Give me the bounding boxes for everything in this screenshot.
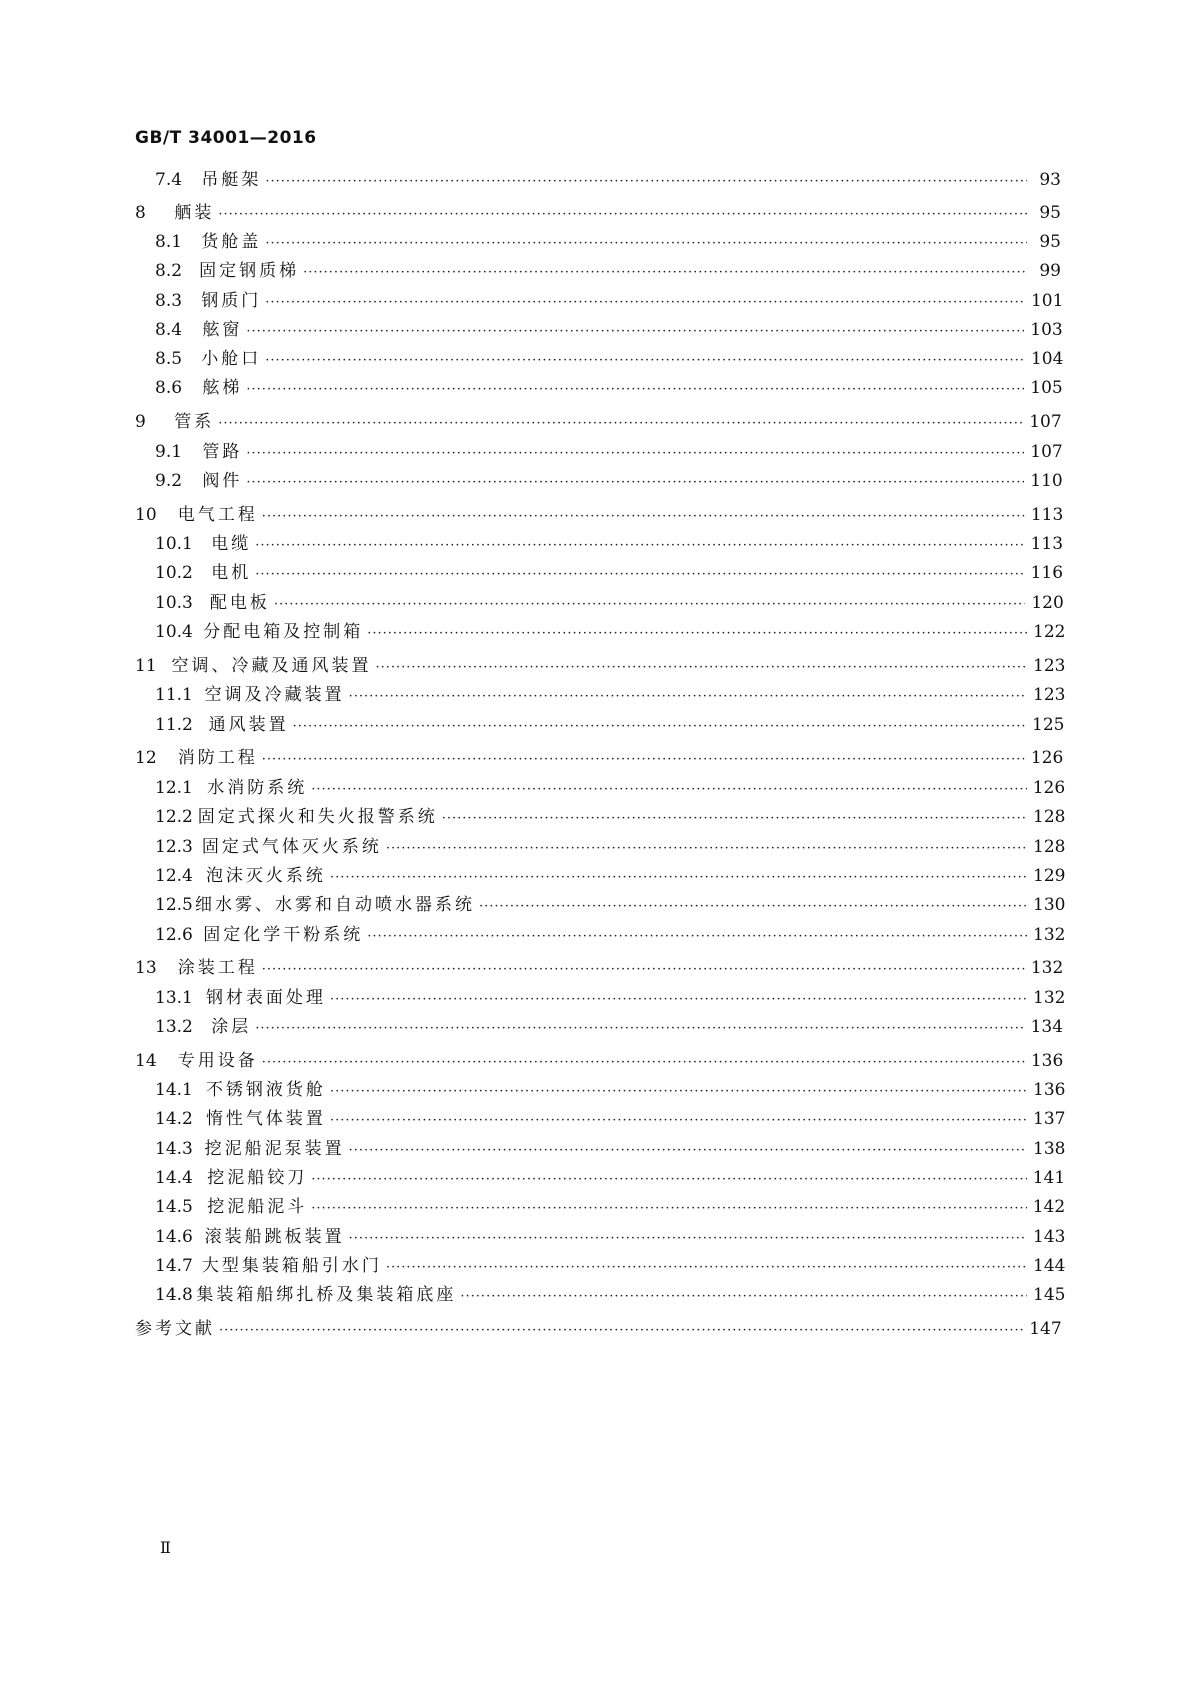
toc-title: 涂层 [211, 1017, 252, 1037]
dot-leader [311, 778, 1026, 802]
toc-title: 细水雾、水雾和自动喷水器系统 [195, 895, 476, 915]
page-number: Ⅱ [160, 1538, 171, 1557]
toc-page-number: 123 [1033, 656, 1066, 676]
toc-page-number: 99 [1039, 261, 1061, 281]
toc-number: 7.4 [155, 170, 183, 190]
toc-page-number: 128 [1033, 807, 1066, 827]
toc-title: 挖泥船泥斗 [207, 1197, 308, 1217]
dot-leader [265, 349, 1025, 373]
toc-chapter-row[interactable] [135, 956, 1064, 980]
toc-title: 小舱口 [201, 349, 262, 369]
toc-section-row[interactable] [155, 864, 1066, 888]
toc-section-row[interactable] [155, 1254, 1066, 1278]
dot-leader [274, 593, 1025, 617]
toc-number: 14.2 [155, 1109, 193, 1129]
toc-title: 空调及冷藏装置 [204, 685, 345, 705]
toc-number: 14.1 [155, 1080, 193, 1100]
toc-page-number: 129 [1033, 866, 1066, 886]
toc-section-row[interactable] [155, 1166, 1066, 1190]
toc-section-row[interactable] [155, 1225, 1066, 1249]
dot-leader [376, 656, 1028, 680]
dot-leader [349, 1139, 1027, 1163]
toc-chapter-row[interactable] [135, 201, 1061, 225]
toc-page-number: 147 [1029, 1319, 1062, 1339]
toc-number: 9.1 [155, 442, 183, 462]
toc-page-number: 132 [1033, 988, 1066, 1008]
toc-chapter-row[interactable] [135, 410, 1061, 434]
toc-title: 固定式探火和失火报警系统 [197, 807, 438, 827]
toc-page-number: 137 [1033, 1109, 1066, 1129]
toc-number: 10.2 [155, 563, 193, 583]
toc-number: 11.1 [155, 685, 193, 705]
toc-section-row[interactable] [155, 376, 1061, 400]
toc-section-row[interactable] [155, 440, 1061, 464]
toc-title: 舾装 [174, 203, 215, 223]
dot-leader [218, 203, 1027, 227]
dot-leader [219, 1319, 1023, 1343]
toc-chapter-row[interactable] [135, 1317, 1061, 1341]
toc-number: 14.6 [155, 1227, 193, 1247]
toc-section-row[interactable] [155, 561, 1064, 585]
toc-number: 11 [135, 656, 157, 676]
dot-leader [262, 748, 1025, 772]
dot-leader [265, 170, 1027, 194]
dot-leader [262, 505, 1025, 529]
dot-leader [246, 378, 1024, 402]
dot-leader [386, 837, 1027, 861]
toc-number: 10.1 [155, 534, 193, 554]
toc-number: 14.5 [155, 1197, 193, 1217]
toc-section-row[interactable] [155, 776, 1066, 800]
dot-leader [442, 807, 1027, 831]
toc-page-number: 110 [1030, 471, 1063, 491]
toc-title: 泡沫灭火系统 [205, 866, 326, 886]
toc-page-number: 144 [1033, 1256, 1066, 1276]
dot-leader [218, 412, 1023, 436]
dot-leader [246, 471, 1024, 495]
dot-leader [311, 1197, 1026, 1221]
toc-section-row[interactable] [155, 259, 1061, 283]
toc-title: 惰性气体装置 [205, 1109, 326, 1129]
toc-page-number: 95 [1039, 232, 1061, 252]
toc-page-number: 116 [1030, 563, 1064, 583]
toc-page-number: 143 [1033, 1227, 1066, 1247]
toc-section-row[interactable] [155, 591, 1064, 615]
toc-page-number: 136 [1030, 1051, 1064, 1071]
toc-number: 12.2 [155, 807, 193, 827]
toc-page-number: 101 [1030, 291, 1064, 311]
dot-leader [386, 1256, 1027, 1280]
dot-leader [303, 261, 1027, 285]
toc-number: 12.5 [155, 895, 193, 915]
toc-number: 8.2 [155, 261, 183, 281]
toc-number: 8.6 [155, 378, 183, 398]
toc-number: 8 [135, 203, 146, 223]
toc-title: 配电板 [209, 593, 270, 613]
toc-page-number: 123 [1033, 685, 1066, 705]
toc-title: 钢材表面处理 [205, 988, 326, 1008]
dot-leader [349, 685, 1027, 709]
toc-chapter-row[interactable] [135, 654, 1066, 678]
toc-number: 14.7 [155, 1256, 193, 1276]
toc-number: 12.3 [155, 837, 193, 857]
toc-chapter-row[interactable] [135, 746, 1064, 770]
toc-title: 电机 [211, 563, 252, 583]
toc-title: 专用设备 [177, 1051, 258, 1071]
document-header: GB/T 34001—2016 [135, 128, 317, 148]
toc-section-row[interactable] [155, 923, 1066, 947]
toc-section-row[interactable] [155, 683, 1066, 707]
toc-section-row[interactable] [155, 532, 1064, 556]
toc-title: 水消防系统 [207, 778, 308, 798]
toc-title: 不锈钢液货舱 [205, 1080, 326, 1100]
dot-leader [330, 1109, 1027, 1133]
dot-leader [460, 1285, 1027, 1309]
toc-section-row[interactable] [155, 469, 1061, 493]
toc-title: 挖泥船泥泵装置 [204, 1139, 345, 1159]
toc-title: 固定化学干粉系统 [203, 925, 364, 945]
dot-leader [367, 925, 1027, 949]
toc-number: 10 [135, 505, 157, 525]
toc-title: 通风装置 [208, 715, 289, 735]
toc-title: 阀件 [202, 471, 243, 491]
toc-title: 大型集装箱船引水门 [201, 1256, 382, 1276]
toc-chapter-row[interactable] [135, 503, 1064, 527]
dot-leader [311, 1168, 1026, 1192]
dot-leader [255, 1017, 1024, 1041]
toc-page-number: 95 [1039, 203, 1061, 223]
dot-leader [262, 1051, 1025, 1075]
toc-page-number: 113 [1030, 505, 1064, 525]
dot-leader [349, 1227, 1027, 1251]
toc-title: 分配电箱及控制箱 [203, 622, 364, 642]
toc-number: 14.4 [155, 1168, 193, 1188]
dot-leader [293, 715, 1026, 739]
toc-page-number: 126 [1030, 748, 1064, 768]
toc-number: 8.1 [155, 232, 183, 252]
toc-number: 14.3 [155, 1139, 193, 1159]
toc-section-row[interactable] [155, 805, 1066, 829]
toc-section-row[interactable] [155, 347, 1064, 371]
toc-section-row[interactable] [155, 1015, 1064, 1039]
toc-page-number: 93 [1039, 170, 1061, 190]
toc-page-number: 134 [1030, 1017, 1064, 1037]
dot-leader [330, 1080, 1027, 1104]
dot-leader [330, 988, 1027, 1012]
toc-number: 13.2 [155, 1017, 193, 1037]
toc-number: 9 [135, 412, 146, 432]
toc-title: 空调、冷藏及通风装置 [171, 656, 372, 676]
toc-section-row[interactable] [155, 168, 1061, 192]
toc-page-number: 130 [1033, 895, 1066, 915]
toc-page-number: 132 [1033, 925, 1066, 945]
toc-page-number: 104 [1030, 349, 1064, 369]
toc-section-row[interactable] [155, 986, 1066, 1010]
dot-leader [479, 895, 1027, 919]
toc-number: 12 [135, 748, 157, 768]
toc-section-row[interactable] [155, 318, 1061, 342]
toc-page-number: 113 [1030, 534, 1064, 554]
dot-leader [255, 563, 1024, 587]
toc-section-row[interactable] [155, 289, 1064, 313]
toc-page-number: 132 [1030, 958, 1064, 978]
toc-number: 13.1 [155, 988, 193, 1008]
toc-title: 管系 [174, 412, 215, 432]
toc-title: 参考文献 [135, 1319, 215, 1339]
toc-title: 集装箱船绑扎桥及集装箱底座 [196, 1285, 457, 1305]
toc-number: 14.8 [155, 1285, 193, 1305]
toc-title: 滚装船跳板装置 [204, 1227, 345, 1247]
toc-number: 8.5 [155, 349, 183, 369]
toc-title: 挖泥船铰刀 [207, 1168, 308, 1188]
toc-title: 钢质门 [201, 291, 262, 311]
toc-number: 12.6 [155, 925, 193, 945]
toc-title: 固定钢质梯 [199, 261, 300, 281]
toc-page-number: 141 [1032, 1168, 1066, 1188]
toc-number: 8.4 [155, 320, 183, 340]
toc-number: 9.2 [155, 471, 183, 491]
toc-page-number: 145 [1033, 1285, 1066, 1305]
dot-leader [367, 622, 1027, 646]
toc-number: 14 [135, 1051, 157, 1071]
toc-section-row[interactable] [155, 230, 1061, 254]
toc-title: 电缆 [211, 534, 252, 554]
dot-leader [246, 320, 1024, 344]
dot-leader [255, 534, 1024, 558]
dot-leader [265, 291, 1025, 315]
toc-title: 固定式气体灭火系统 [201, 837, 382, 857]
toc-section-row[interactable] [155, 1137, 1066, 1161]
toc-chapter-row[interactable] [135, 1049, 1064, 1073]
toc-page-number: 136 [1033, 1080, 1066, 1100]
toc-section-row[interactable] [155, 620, 1066, 644]
toc-title: 消防工程 [177, 748, 258, 768]
toc-page-number: 138 [1033, 1139, 1066, 1159]
toc-title: 管路 [202, 442, 243, 462]
toc-number: 8.3 [155, 291, 183, 311]
toc-title: 涂装工程 [177, 958, 258, 978]
toc-section-row[interactable] [155, 1283, 1066, 1307]
toc-title: 舷窗 [202, 320, 243, 340]
toc-section-row[interactable] [155, 893, 1066, 917]
dot-leader [330, 866, 1027, 890]
toc-page-number: 120 [1031, 593, 1064, 613]
toc-section-row[interactable] [155, 1107, 1066, 1131]
dot-leader [246, 442, 1024, 466]
dot-leader [265, 232, 1027, 256]
toc-number: 12.1 [155, 778, 193, 798]
toc-page-number: 103 [1030, 320, 1063, 340]
toc-title: 电气工程 [177, 505, 258, 525]
toc-page-number: 107 [1029, 412, 1062, 432]
toc-page-number: 126 [1032, 778, 1066, 798]
toc-page-number: 125 [1032, 715, 1065, 735]
toc-number: 13 [135, 958, 157, 978]
toc-page-number: 105 [1030, 378, 1063, 398]
toc-title: 货舱盖 [201, 232, 262, 252]
toc-number: 10.4 [155, 622, 193, 642]
toc-section-row[interactable] [155, 1195, 1066, 1219]
toc-page-number: 128 [1033, 837, 1066, 857]
toc-title: 舷梯 [202, 378, 243, 398]
toc-section-row[interactable] [155, 713, 1065, 737]
toc-page-number: 107 [1030, 442, 1063, 462]
toc-section-row[interactable] [155, 835, 1066, 859]
toc-number: 12.4 [155, 866, 193, 886]
toc-section-row[interactable] [155, 1078, 1066, 1102]
toc-number: 10.3 [155, 593, 193, 613]
toc-number: 11.2 [155, 715, 193, 735]
dot-leader [262, 958, 1025, 982]
toc-title: 吊艇架 [201, 170, 262, 190]
toc-page-number: 122 [1033, 622, 1066, 642]
toc-page-number: 142 [1032, 1197, 1066, 1217]
